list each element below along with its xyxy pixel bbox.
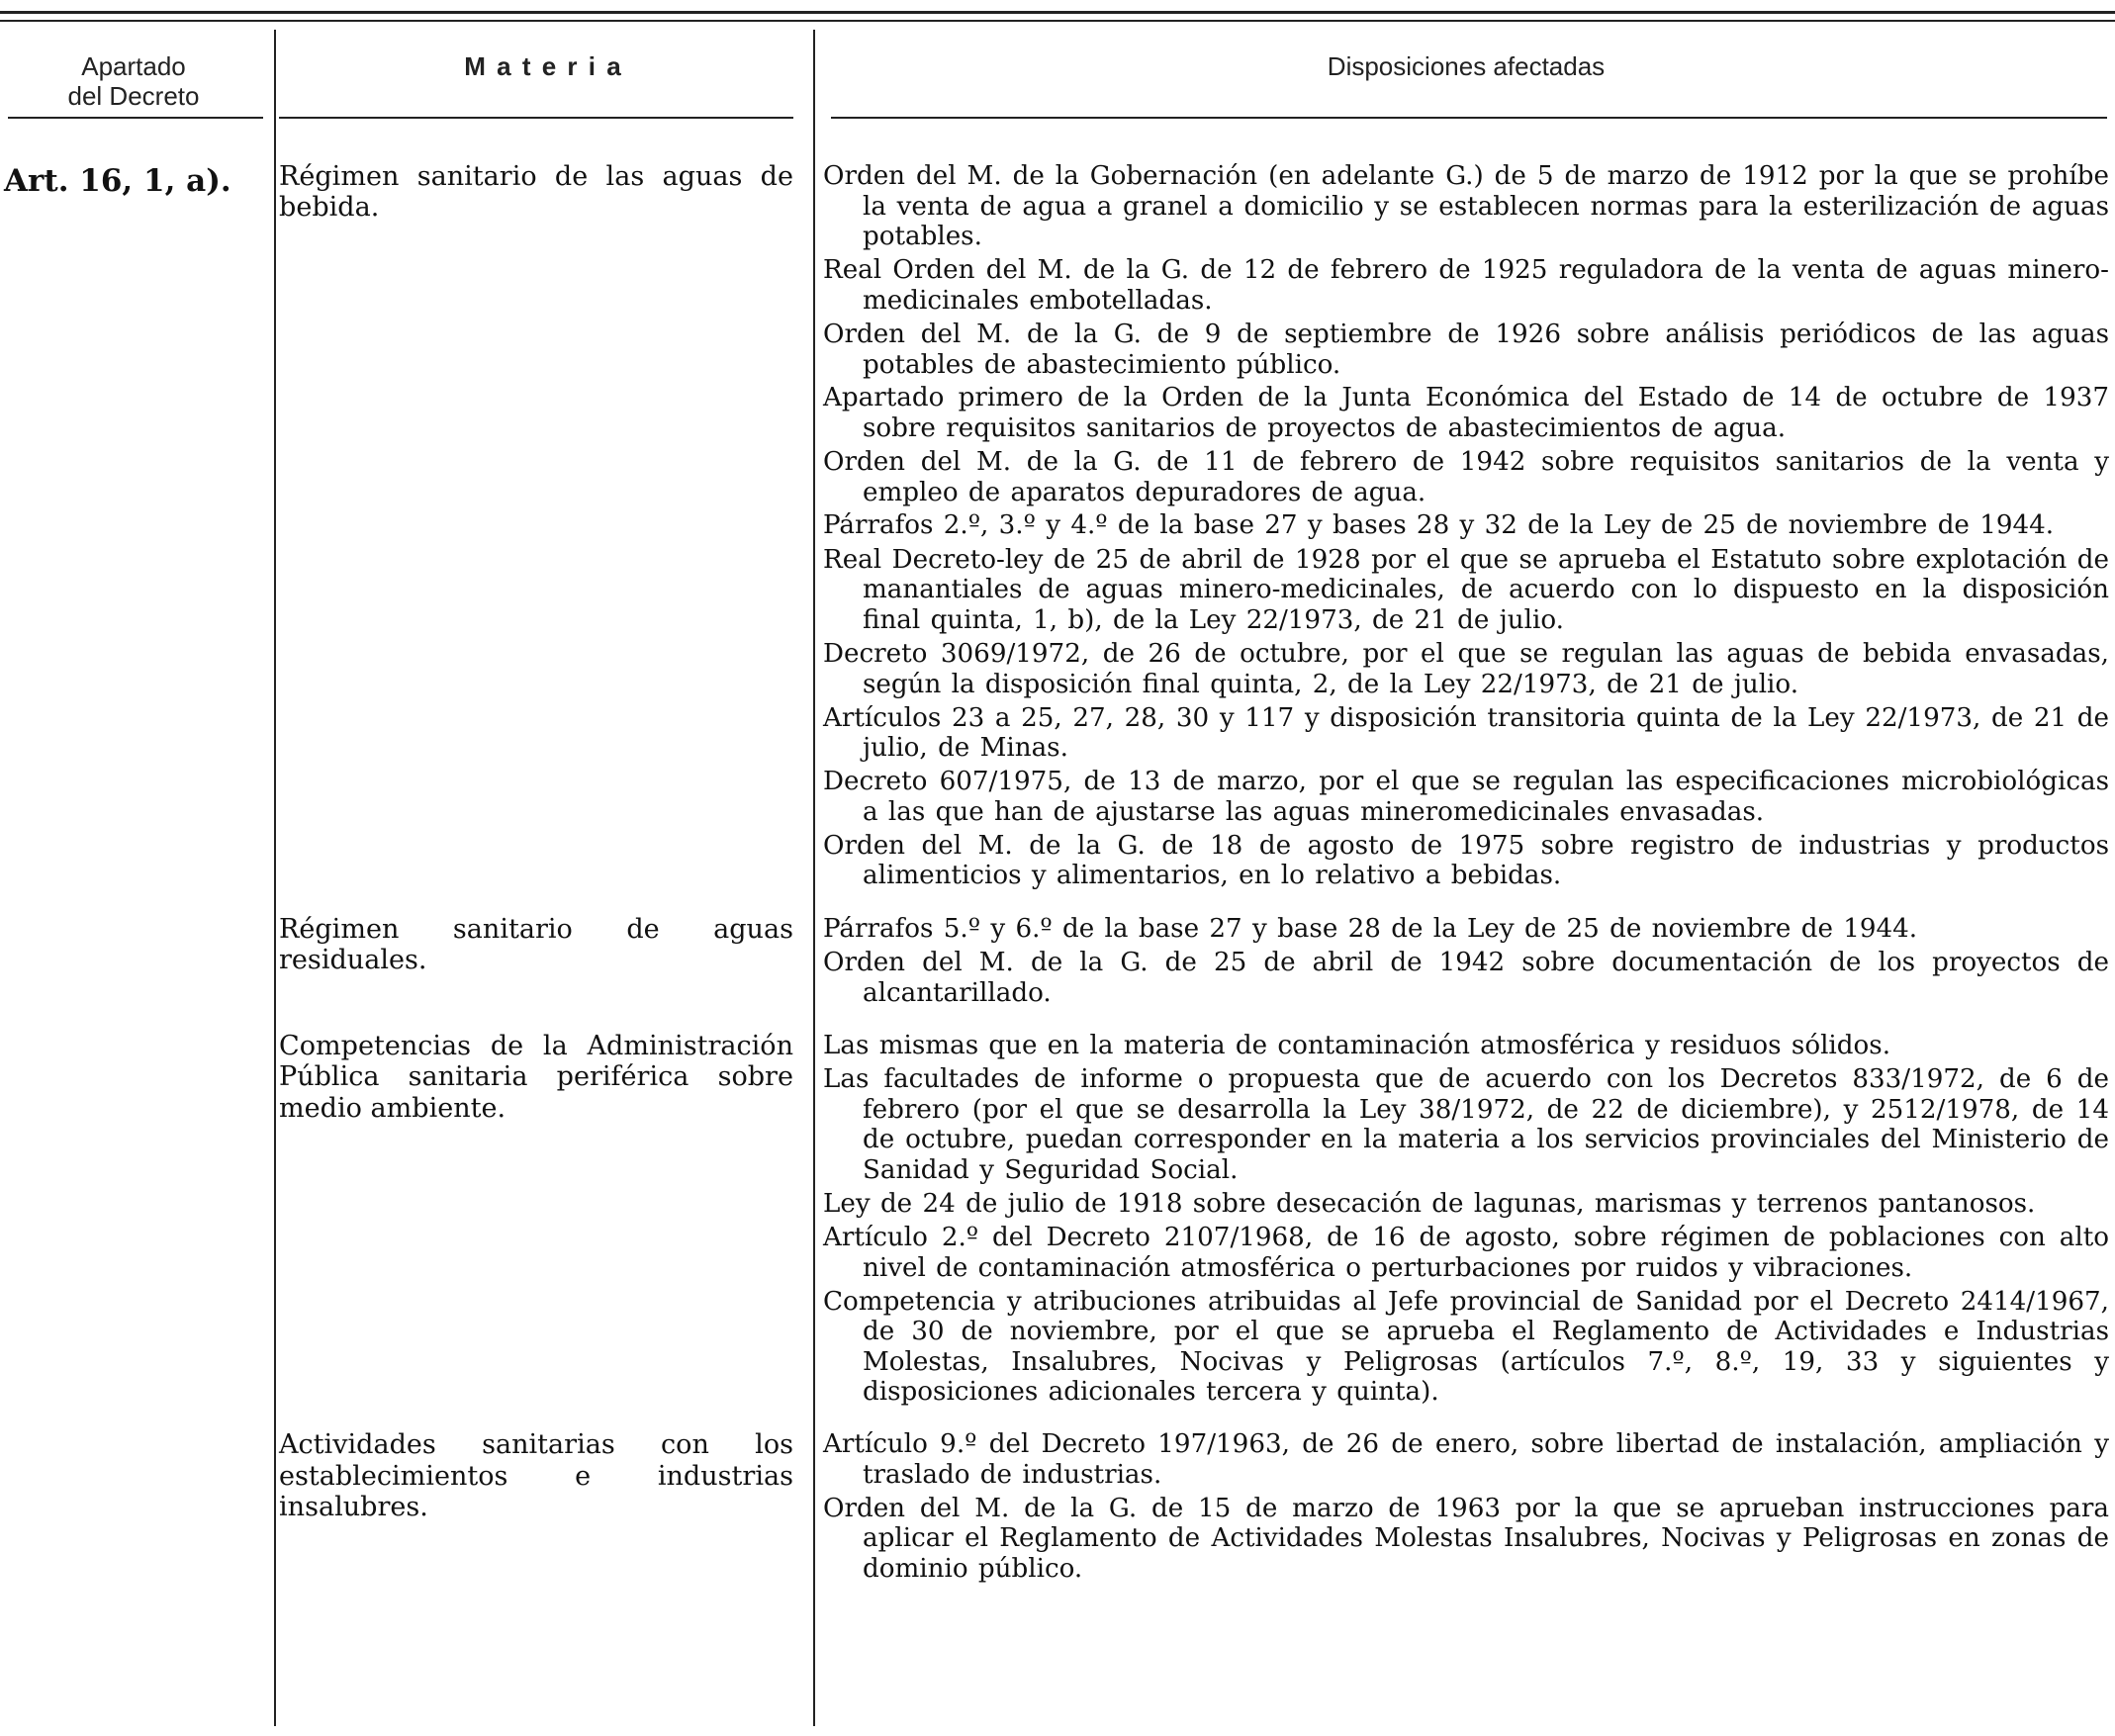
disposicion-item: Orden del M. de la G. de 11 de febrero de 1942 sobre requisitos sanitarios de la venta y empleo de aparatos depuradores de agua. xyxy=(823,446,2109,507)
header-rule-disposiciones xyxy=(831,117,2107,119)
materia-establecimientos-insalubres: Actividades sanitarias con los establecimientos e industrias insalubres. xyxy=(279,1429,793,1523)
header-disposiciones-text: Disposiciones afectadas xyxy=(1327,51,1606,81)
disposicion-item: Artículo 2.º del Decreto 2107/1968, de 16 de agosto, sobre régimen de poblaciones con alto nivel de contaminación atmosférica o perturbaciones por ruidos y vibraciones. xyxy=(823,1223,2109,1283)
disposicion-item: Orden del M. de la Gobernación (en adelante G.) de 5 de marzo de 1912 por la que se prohíbe la venta de agua a granel a domicilio y se establecen normas para la esterilización de aguas potables. xyxy=(823,161,2109,252)
materia-competencias-medio-ambiente: Competencias de la Administración Pública sanitaria periférica sobre medio ambiente. xyxy=(279,1030,793,1124)
disposicion-item: Artículos 23 a 25, 27, 28, 30 y 117 y disposición transitoria quinta de la Ley 22/1973, de 21 de julio, de Minas. xyxy=(823,702,2109,764)
disposicion-item: Orden del M. de la G. de 25 de abril de 1942 sobre documentación de los proyectos de alcantarillado. xyxy=(823,948,2109,1008)
header-materia xyxy=(279,51,808,81)
header-apartado xyxy=(0,51,267,111)
disposicion-item: Orden del M. de la G. de 15 de marzo de 1963 por la que se aprueban instrucciones para aplicar el Reglamento de Actividades Molestas Insalubres, Nocivas y Peligrosas en zonas de dominio público. xyxy=(823,1493,2109,1584)
header-rule-materia xyxy=(279,117,793,119)
disposicion-item: Las facultades de informe o propuesta que de acuerdo con los Decretos 833/1972, de 6 de febrero (por el que se desarrolla la Ley 38/1972, de 22 de diciembre), y 2512/1978, de 14 de octubre, puedan corresponder en la materia a los servicios provinciales del Ministerio de Sanidad y Seguridad Social. xyxy=(823,1064,2109,1185)
disposicion-item: Decreto 3069/1972, de 26 de octubre, por el que se regulan las aguas de bebida envasadas, según la disposición final quinta, 2, de la Ley 22/1973, de 21 de julio. xyxy=(823,639,2109,699)
top-rule-thin xyxy=(0,20,2115,22)
disposicion-item: Apartado primero de la Orden de la Junta Económica del Estado de 14 de octubre de 1937 sobre requisitos sanitarios de proyectos de abastecimientos de agua. xyxy=(823,383,2109,444)
disposicion-item: Orden del M. de la G. de 9 de septiembre de 1926 sobre análisis periódicos de las aguas potables de abastecimiento público. xyxy=(823,319,2109,380)
disposicion-item: Las mismas que en la materia de contaminación atmosférica y residuos sólidos. xyxy=(823,1030,1891,1060)
materia-aguas-bebida: Régimen sanitario de las aguas de bebida. xyxy=(279,161,793,224)
disposicion-item: Párrafos 5.º y 6.º de la base 27 y base 28 de la Ley de 25 de noviembre de 1944. xyxy=(823,913,1918,944)
column-divider-left xyxy=(274,30,276,1726)
disposicion-item: Artículo 9.º del Decreto 197/1963, de 26 de enero, sobre libertad de instalación, ampliación y traslado de industrias. xyxy=(823,1429,2109,1490)
header-apartado-text: Apartado del Decreto xyxy=(67,51,200,111)
materia-aguas-residuales: Régimen sanitario de aguas residuales. xyxy=(279,913,793,975)
disposicion-item: Orden del M. de la G. de 18 de agosto de 1975 sobre registro de industrias y productos alimenticios y alimentarios, en lo relativo a bebidas. xyxy=(823,830,2109,891)
column-divider-right xyxy=(813,30,815,1726)
disposicion-item: Párrafos 2.º, 3.º y 4.º de la base 27 y bases 28 y 32 de la Ley de 25 de noviembre de 1944. xyxy=(823,510,2055,541)
header-rule-apartado xyxy=(8,117,263,119)
disposicion-item: Real Decreto-ley de 25 de abril de 1928 por el que se aprueba el Estatuto sobre explotación de manantiales de aguas minero-medicinales, de acuerdo con lo dispuesto en la disposición final quinta, 1, b), de la Ley 22/1973, de 21 de julio. xyxy=(823,544,2109,636)
disposicion-item: Decreto 607/1975, de 13 de marzo, por el que se regulan las especificaciones microbiológicas a las que han de ajustarse las aguas mineromedicinales envasadas. xyxy=(823,767,2109,827)
header-disposiciones xyxy=(823,51,2109,81)
top-rule xyxy=(0,11,2115,14)
disposicion-item: Competencia y atribuciones atribuidas al Jefe provincial de Sanidad por el Decreto 2414/1967, de 30 de noviembre, por el que se aprueba el Reglamento de Actividades e Industrias Molestas, Insalubres, Nocivas y Peligrosas (artículos 7.º, 8.º, 19, 33 y siguientes y disposiciones adicionales tercera y quinta). xyxy=(823,1286,2109,1408)
header-materia-text: M a t e r i a xyxy=(464,51,623,81)
disposicion-item: Real Orden del M. de la G. de 12 de febrero de 1925 reguladora de la venta de aguas minero-medicinales embotelladas. xyxy=(823,255,2109,317)
apartado-reference: Art. 16, 1, a). xyxy=(4,163,231,199)
disposicion-item: Ley de 24 de julio de 1918 sobre desecación de lagunas, marismas y terrenos pantanosos. xyxy=(823,1188,2036,1219)
